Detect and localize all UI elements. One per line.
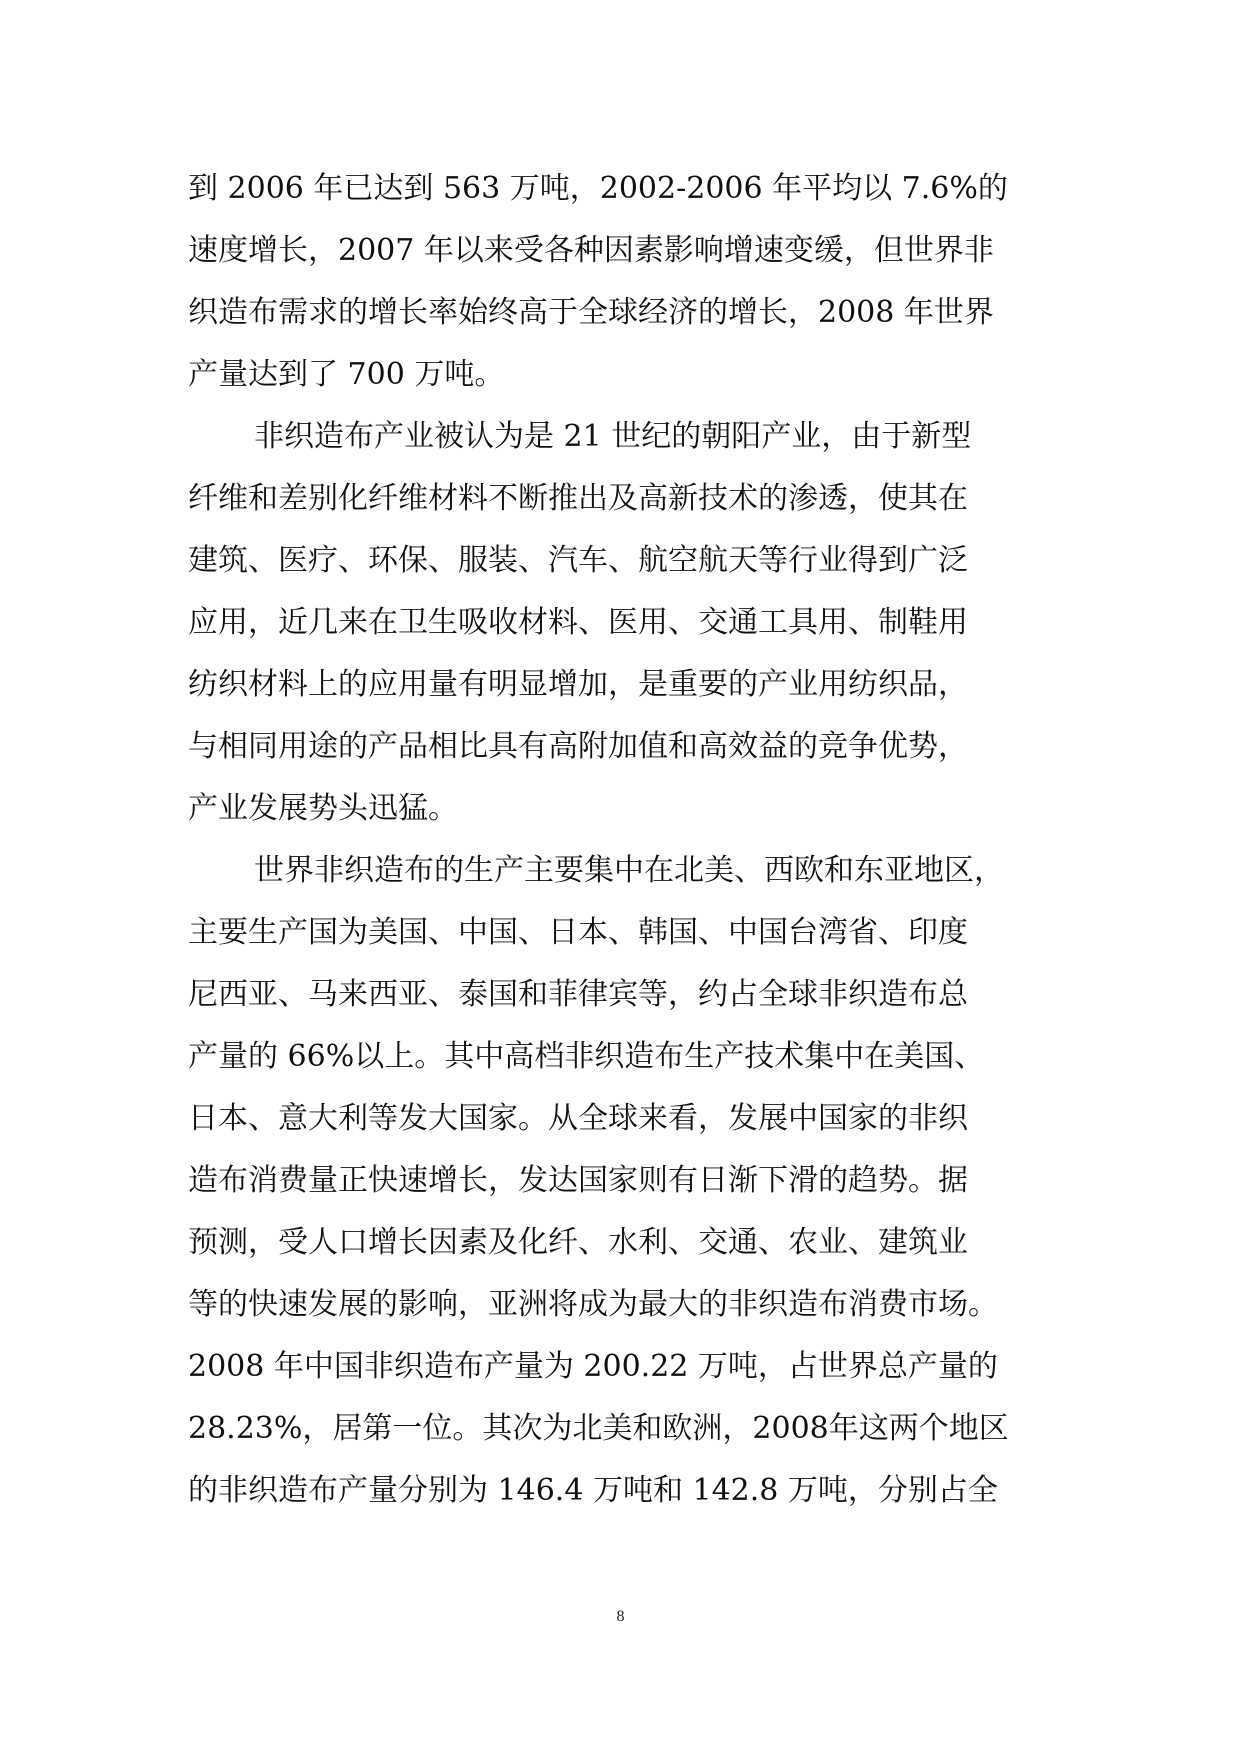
text-line: 建筑、医疗、环保、服装、汽车、航空航天等行业得到广泛: [188, 543, 968, 578]
text-line: 等的快速发展的影响，亚洲将成为最大的非织造布消费市场。: [188, 1287, 998, 1322]
text-line: 28.23%，居第一位。其次为北美和欧洲，2008年这两个地区: [188, 1411, 1009, 1446]
page-number: 8: [616, 1608, 625, 1625]
text-line: 产量达到了 700 万吨。: [188, 357, 505, 392]
text-line: 非织造布产业被认为是 21 世纪的朝阳产业，由于新型: [254, 419, 972, 454]
text-line: 速度增长，2007 年以来受各种因素影响增速变缓，但世界非: [188, 233, 994, 268]
text-line: 织造布需求的增长率始终高于全球经济的增长，2008 年世界: [188, 295, 994, 330]
text-line: 与相同用途的产品相比具有高附加值和高效益的竞争优势，: [188, 729, 968, 764]
text-line: 主要生产国为美国、中国、日本、韩国、中国台湾省、印度: [188, 915, 968, 950]
text-line: 到 2006 年已达到 563 万吨，2002-2006 年平均以 7.6%的: [188, 171, 1008, 206]
paragraph-1: [188, 158, 1068, 406]
paragraph-2: [188, 406, 1068, 840]
text-line: 日本、意大利等发大国家。从全球来看，发展中国家的非织: [188, 1101, 968, 1136]
text-line: 世界非织造布的生产主要集中在北美、西欧和东亚地区，: [254, 853, 1004, 888]
text-line: 纺织材料上的应用量有明显增加，是重要的产业用纺织品，: [188, 667, 968, 702]
text-line: 纤维和差别化纤维材料不断推出及高新技术的渗透，使其在: [188, 481, 968, 516]
paragraph-3: [188, 840, 1068, 1522]
text-line: 应用，近几来在卫生吸收材料、医用、交通工具用、制鞋用: [188, 605, 968, 640]
body-text: [188, 158, 1068, 1522]
text-line: 预测，受人口增长因素及化纤、水利、交通、农业、建筑业: [188, 1225, 968, 1260]
text-line: 造布消费量正快速增长，发达国家则有日渐下滑的趋势。据: [188, 1163, 968, 1198]
text-line: 2008 年中国非织造布产量为 200.22 万吨，占世界总产量的: [188, 1349, 998, 1384]
text-line: 尼西亚、马来西亚、泰国和菲律宾等，约占全球非织造布总: [188, 977, 968, 1012]
text-line: 产业发展势头迅猛。: [188, 791, 458, 826]
text-line: 的非织造布产量分别为 146.4 万吨和 142.8 万吨，分别占全: [188, 1473, 998, 1508]
text-line: 产量的 66%以上。其中高档非织造布生产技术集中在美国、: [188, 1039, 985, 1074]
